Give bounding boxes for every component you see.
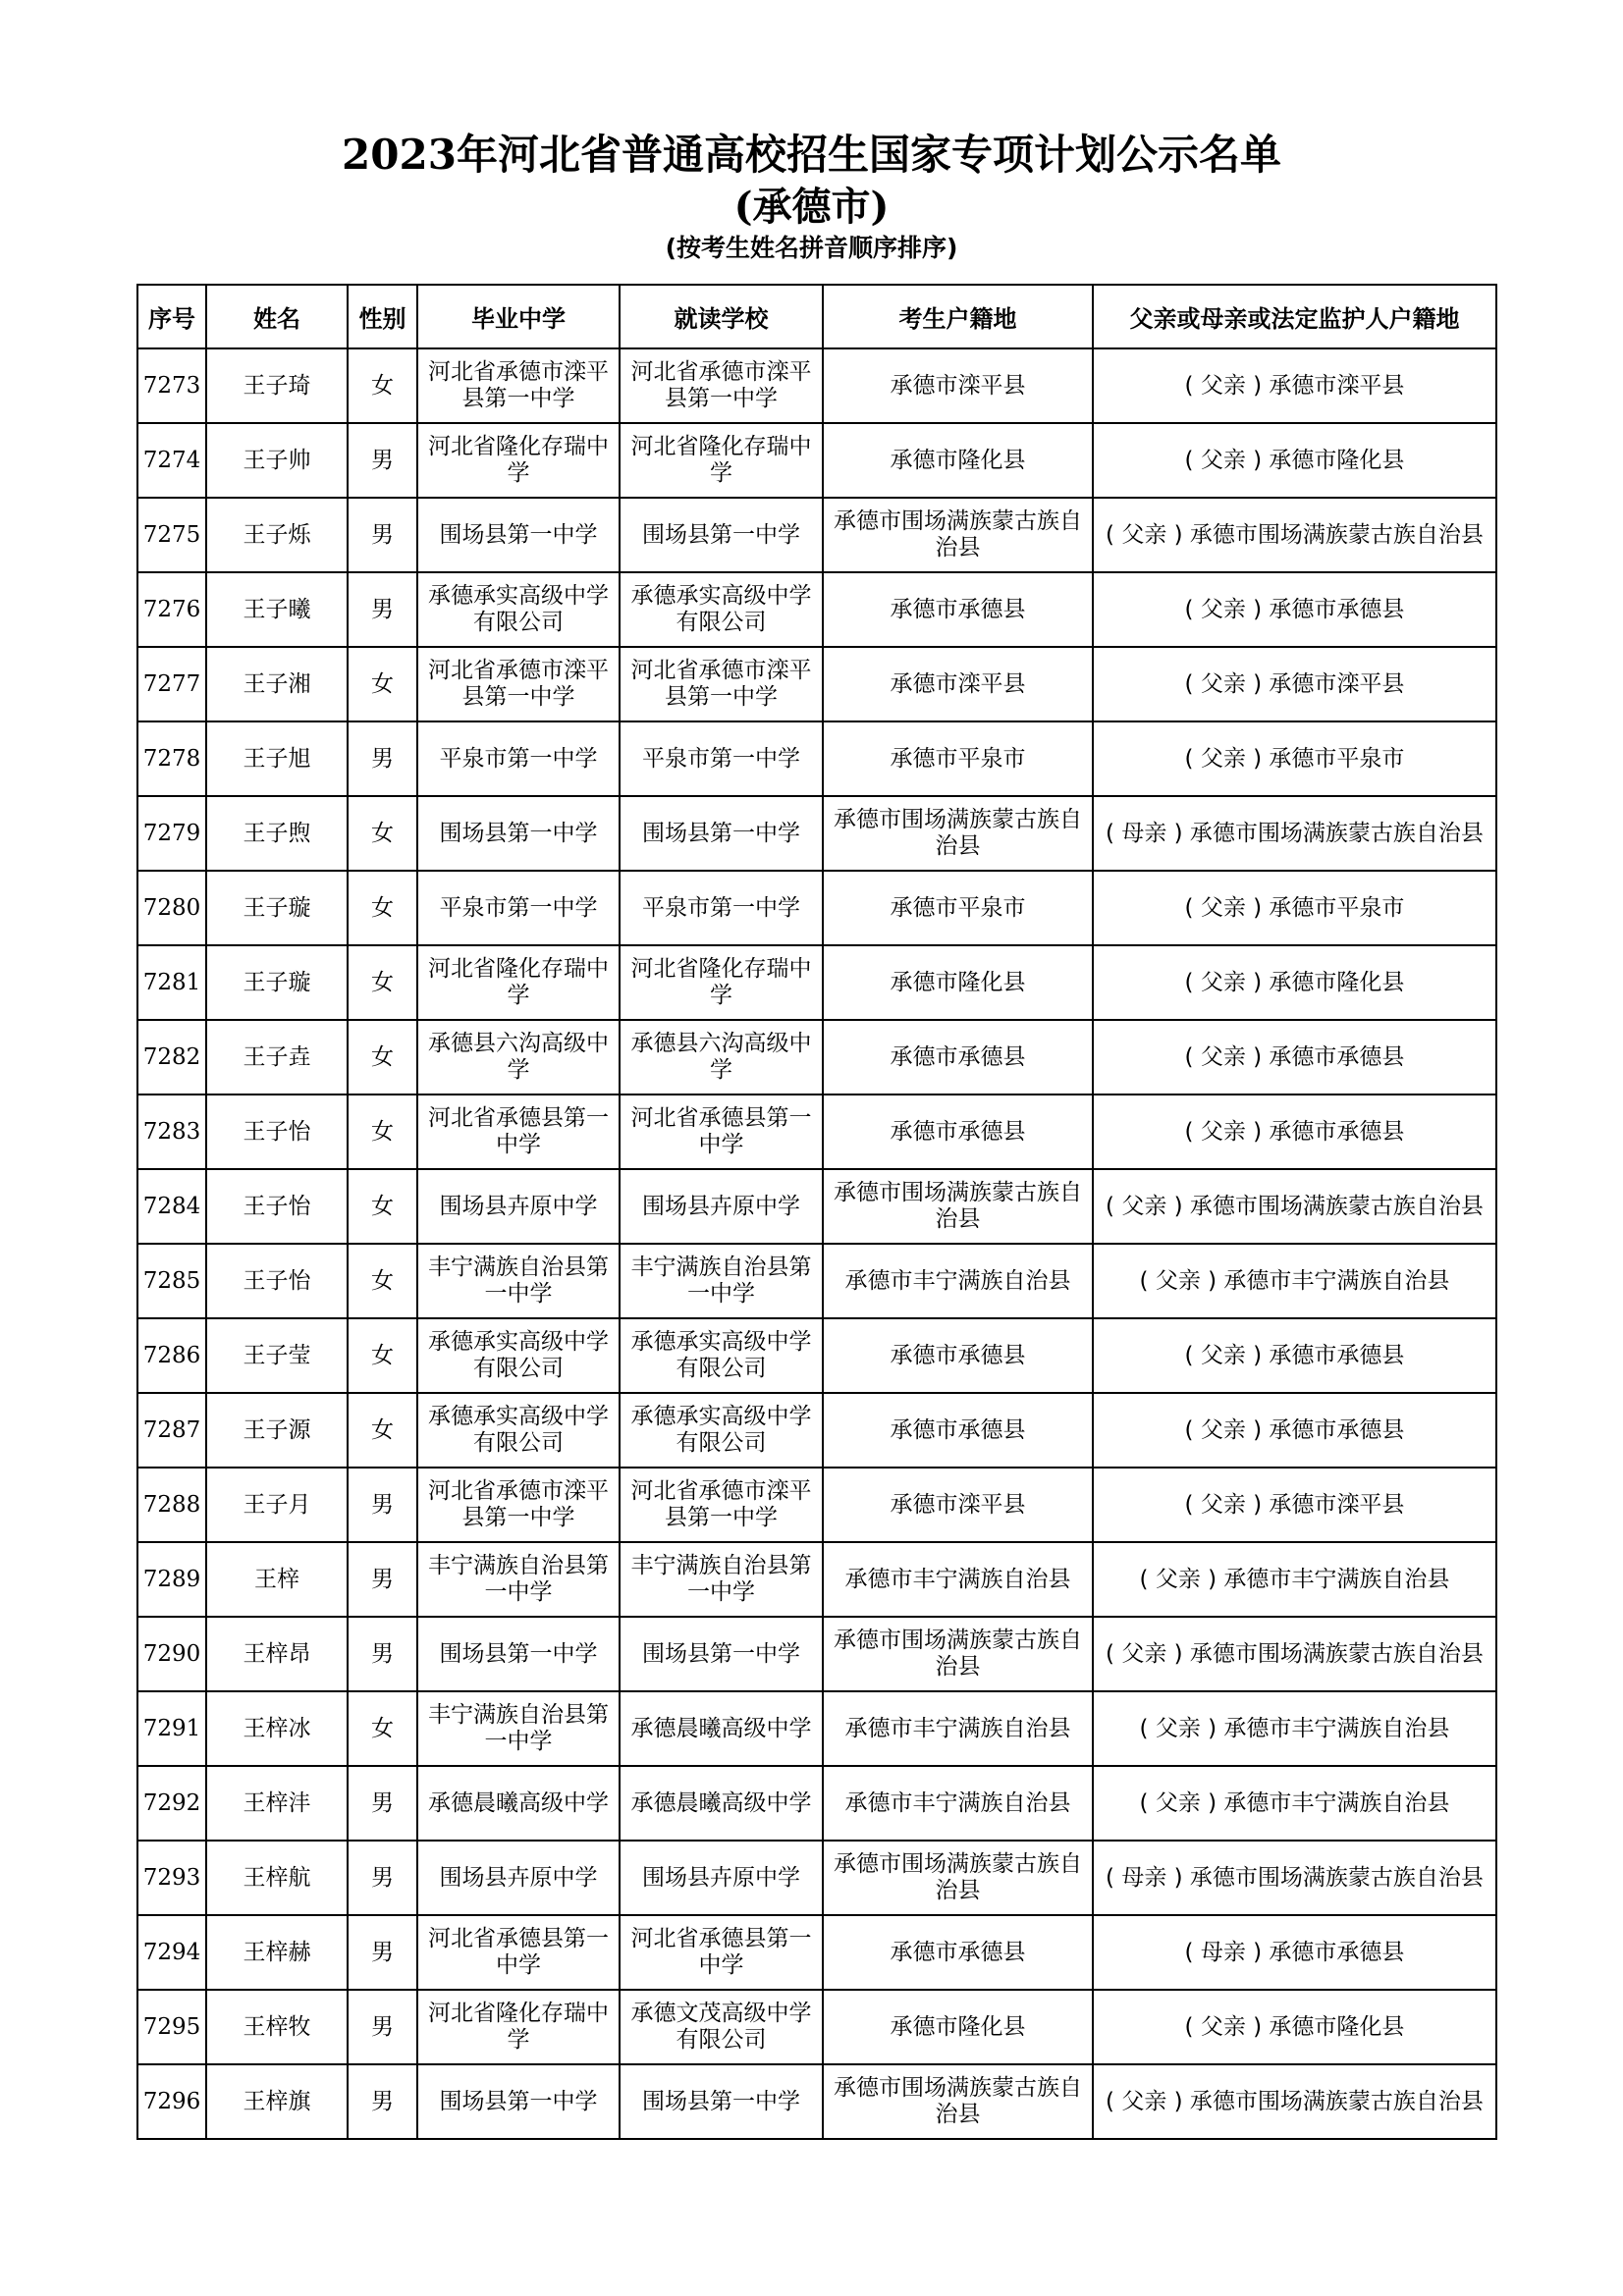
cell-name: 王子璇 (206, 871, 348, 945)
cell-name: 王子帅 (206, 423, 348, 498)
cell-guardian-hukou: ( 父亲 ) 承德市围场满族蒙古族自治县 (1093, 498, 1496, 572)
header-gender: 性别 (348, 285, 417, 348)
cell-student-hukou: 承德市丰宁满族自治县 (823, 1244, 1093, 1318)
cell-graduated-school: 河北省隆化存瑞中学 (417, 1990, 620, 2064)
cell-serial: 7294 (137, 1915, 206, 1990)
table-row (137, 423, 1496, 498)
cell-gender: 女 (348, 1691, 417, 1766)
cell-gender: 女 (348, 1169, 417, 1244)
table-row (137, 1990, 1496, 2064)
cell-name: 王子煦 (206, 796, 348, 871)
table-row (137, 1691, 1496, 1766)
cell-gender: 男 (348, 1766, 417, 1841)
cell-student-hukou: 承德市滦平县 (823, 1468, 1093, 1542)
table-row (137, 2064, 1496, 2139)
cell-graduated-school: 丰宁满族自治县第一中学 (417, 1542, 620, 1617)
cell-guardian-hukou: ( 父亲 ) 承德市滦平县 (1093, 348, 1496, 423)
cell-guardian-hukou: ( 父亲 ) 承德市滦平县 (1093, 1468, 1496, 1542)
cell-current-school: 围场县第一中学 (620, 498, 823, 572)
cell-gender: 女 (348, 1244, 417, 1318)
cell-current-school: 河北省承德市滦平县第一中学 (620, 348, 823, 423)
cell-guardian-hukou: ( 父亲 ) 承德市隆化县 (1093, 423, 1496, 498)
cell-graduated-school: 承德承实高级中学有限公司 (417, 1318, 620, 1393)
cell-student-hukou: 承德市滦平县 (823, 647, 1093, 721)
cell-student-hukou: 承德市围场满族蒙古族自治县 (823, 1617, 1093, 1691)
cell-gender: 女 (348, 796, 417, 871)
table-row (137, 721, 1496, 796)
table-row (137, 1095, 1496, 1169)
cell-student-hukou: 承德市平泉市 (823, 721, 1093, 796)
cell-guardian-hukou: ( 母亲 ) 承德市围场满族蒙古族自治县 (1093, 1841, 1496, 1915)
cell-name: 王子怡 (206, 1095, 348, 1169)
cell-gender: 男 (348, 2064, 417, 2139)
cell-name: 王子怡 (206, 1169, 348, 1244)
cell-current-school: 河北省承德县第一中学 (620, 1915, 823, 1990)
cell-graduated-school: 围场县卉原中学 (417, 1841, 620, 1915)
cell-graduated-school: 河北省承德市滦平县第一中学 (417, 1468, 620, 1542)
header-serial: 序号 (137, 285, 206, 348)
cell-name: 王梓赫 (206, 1915, 348, 1990)
cell-serial: 7286 (137, 1318, 206, 1393)
cell-name: 王子璇 (206, 945, 348, 1020)
header-guardian-hukou: 父亲或母亲或法定监护人户籍地 (1093, 285, 1496, 348)
cell-graduated-school: 丰宁满族自治县第一中学 (417, 1691, 620, 1766)
cell-serial: 7277 (137, 647, 206, 721)
table-row (137, 1617, 1496, 1691)
cell-current-school: 丰宁满族自治县第一中学 (620, 1244, 823, 1318)
cell-student-hukou: 承德市隆化县 (823, 1990, 1093, 2064)
table-row (137, 498, 1496, 572)
cell-student-hukou: 承德市丰宁满族自治县 (823, 1691, 1093, 1766)
cell-serial: 7281 (137, 945, 206, 1020)
cell-current-school: 河北省隆化存瑞中学 (620, 423, 823, 498)
table-row (137, 1766, 1496, 1841)
cell-student-hukou: 承德市丰宁满族自治县 (823, 1766, 1093, 1841)
cell-serial: 7278 (137, 721, 206, 796)
roster-table (136, 284, 1497, 2140)
table-row (137, 1393, 1496, 1468)
cell-graduated-school: 围场县第一中学 (417, 498, 620, 572)
cell-student-hukou: 承德市丰宁满族自治县 (823, 1542, 1093, 1617)
cell-name: 王子源 (206, 1393, 348, 1468)
cell-student-hukou: 承德市隆化县 (823, 945, 1093, 1020)
cell-name: 王子烁 (206, 498, 348, 572)
cell-current-school: 围场县第一中学 (620, 796, 823, 871)
cell-name: 王子垚 (206, 1020, 348, 1095)
cell-graduated-school: 河北省承德县第一中学 (417, 1915, 620, 1990)
cell-gender: 男 (348, 1542, 417, 1617)
table-row (137, 1318, 1496, 1393)
cell-graduated-school: 河北省承德市滦平县第一中学 (417, 348, 620, 423)
cell-name: 王子怡 (206, 1244, 348, 1318)
cell-current-school: 围场县卉原中学 (620, 1169, 823, 1244)
cell-gender: 男 (348, 721, 417, 796)
cell-student-hukou: 承德市承德县 (823, 1318, 1093, 1393)
cell-serial: 7275 (137, 498, 206, 572)
cell-current-school: 围场县第一中学 (620, 2064, 823, 2139)
cell-student-hukou: 承德市承德县 (823, 572, 1093, 647)
cell-gender: 男 (348, 1841, 417, 1915)
cell-serial: 7274 (137, 423, 206, 498)
header-name: 姓名 (206, 285, 348, 348)
table-row (137, 945, 1496, 1020)
cell-student-hukou: 承德市围场满族蒙古族自治县 (823, 1841, 1093, 1915)
cell-name: 王梓牧 (206, 1990, 348, 2064)
cell-name: 王子旭 (206, 721, 348, 796)
table-row (137, 572, 1496, 647)
cell-serial: 7287 (137, 1393, 206, 1468)
cell-student-hukou: 承德市隆化县 (823, 423, 1093, 498)
cell-name: 王梓 (206, 1542, 348, 1617)
cell-guardian-hukou: ( 父亲 ) 承德市围场满族蒙古族自治县 (1093, 1169, 1496, 1244)
cell-guardian-hukou: ( 父亲 ) 承德市丰宁满族自治县 (1093, 1691, 1496, 1766)
cell-gender: 女 (348, 647, 417, 721)
cell-current-school: 河北省承德县第一中学 (620, 1095, 823, 1169)
cell-guardian-hukou: ( 父亲 ) 承德市丰宁满族自治县 (1093, 1542, 1496, 1617)
cell-gender: 女 (348, 1020, 417, 1095)
header-current-school: 就读学校 (620, 285, 823, 348)
cell-serial: 7293 (137, 1841, 206, 1915)
cell-student-hukou: 承德市围场满族蒙古族自治县 (823, 2064, 1093, 2139)
cell-guardian-hukou: ( 父亲 ) 承德市围场满族蒙古族自治县 (1093, 2064, 1496, 2139)
cell-current-school: 平泉市第一中学 (620, 871, 823, 945)
cell-gender: 女 (348, 1393, 417, 1468)
cell-current-school: 承德承实高级中学有限公司 (620, 1393, 823, 1468)
cell-student-hukou: 承德市平泉市 (823, 871, 1093, 945)
cell-student-hukou: 承德市承德县 (823, 1095, 1093, 1169)
cell-serial: 7285 (137, 1244, 206, 1318)
table-row (137, 1020, 1496, 1095)
cell-graduated-school: 河北省承德市滦平县第一中学 (417, 647, 620, 721)
cell-student-hukou: 承德市承德县 (823, 1020, 1093, 1095)
cell-current-school: 承德晨曦高级中学 (620, 1766, 823, 1841)
table-row (137, 1468, 1496, 1542)
cell-gender: 女 (348, 1095, 417, 1169)
cell-guardian-hukou: ( 父亲 ) 承德市承德县 (1093, 1020, 1496, 1095)
cell-serial: 7282 (137, 1020, 206, 1095)
cell-name: 王梓沣 (206, 1766, 348, 1841)
cell-name: 王梓航 (206, 1841, 348, 1915)
cell-current-school: 承德承实高级中学有限公司 (620, 1318, 823, 1393)
table-row (137, 1542, 1496, 1617)
cell-gender: 男 (348, 1468, 417, 1542)
table-row (137, 796, 1496, 871)
cell-serial: 7290 (137, 1617, 206, 1691)
cell-serial: 7296 (137, 2064, 206, 2139)
document-title: 2023年河北省普通高校招生国家专项计划公示名单 (342, 131, 1281, 179)
cell-guardian-hukou: ( 父亲 ) 承德市滦平县 (1093, 647, 1496, 721)
cell-serial: 7292 (137, 1766, 206, 1841)
table-row (137, 871, 1496, 945)
cell-gender: 男 (348, 423, 417, 498)
cell-guardian-hukou: ( 父亲 ) 承德市平泉市 (1093, 721, 1496, 796)
header-graduated-school: 毕业中学 (417, 285, 620, 348)
cell-graduated-school: 平泉市第一中学 (417, 871, 620, 945)
cell-guardian-hukou: ( 父亲 ) 承德市围场满族蒙古族自治县 (1093, 1617, 1496, 1691)
cell-gender: 男 (348, 1990, 417, 2064)
cell-graduated-school: 承德县六沟高级中学 (417, 1020, 620, 1095)
cell-serial: 7295 (137, 1990, 206, 2064)
cell-graduated-school: 围场县第一中学 (417, 2064, 620, 2139)
table-row (137, 1915, 1496, 1990)
cell-graduated-school: 平泉市第一中学 (417, 721, 620, 796)
header-student-hukou: 考生户籍地 (823, 285, 1093, 348)
cell-student-hukou: 承德市围场满族蒙古族自治县 (823, 796, 1093, 871)
cell-gender: 女 (348, 1318, 417, 1393)
cell-serial: 7283 (137, 1095, 206, 1169)
cell-gender: 男 (348, 572, 417, 647)
cell-graduated-school: 河北省承德县第一中学 (417, 1095, 620, 1169)
cell-graduated-school: 河北省隆化存瑞中学 (417, 945, 620, 1020)
cell-current-school: 围场县第一中学 (620, 1617, 823, 1691)
cell-guardian-hukou: ( 父亲 ) 承德市承德县 (1093, 572, 1496, 647)
cell-current-school: 河北省承德市滦平县第一中学 (620, 647, 823, 721)
cell-student-hukou: 承德市承德县 (823, 1393, 1093, 1468)
cell-gender: 女 (348, 871, 417, 945)
cell-serial: 7273 (137, 348, 206, 423)
table-row (137, 1841, 1496, 1915)
table-row (137, 1244, 1496, 1318)
cell-graduated-school: 河北省隆化存瑞中学 (417, 423, 620, 498)
cell-current-school: 承德县六沟高级中学 (620, 1020, 823, 1095)
cell-current-school: 承德晨曦高级中学 (620, 1691, 823, 1766)
cell-serial: 7291 (137, 1691, 206, 1766)
cell-gender: 男 (348, 498, 417, 572)
cell-graduated-school: 围场县卉原中学 (417, 1169, 620, 1244)
cell-current-school: 承德承实高级中学有限公司 (620, 572, 823, 647)
cell-graduated-school: 承德晨曦高级中学 (417, 1766, 620, 1841)
cell-serial: 7289 (137, 1542, 206, 1617)
cell-gender: 男 (348, 1915, 417, 1990)
cell-current-school: 围场县卉原中学 (620, 1841, 823, 1915)
table-row (137, 348, 1496, 423)
cell-guardian-hukou: ( 父亲 ) 承德市平泉市 (1093, 871, 1496, 945)
cell-name: 王梓冰 (206, 1691, 348, 1766)
table-body (137, 348, 1496, 2139)
cell-serial: 7288 (137, 1468, 206, 1542)
cell-gender: 女 (348, 348, 417, 423)
cell-graduated-school: 承德承实高级中学有限公司 (417, 1393, 620, 1468)
cell-name: 王子月 (206, 1468, 348, 1542)
cell-graduated-school: 丰宁满族自治县第一中学 (417, 1244, 620, 1318)
cell-current-school: 河北省承德市滦平县第一中学 (620, 1468, 823, 1542)
cell-guardian-hukou: ( 父亲 ) 承德市承德县 (1093, 1318, 1496, 1393)
table-row (137, 647, 1496, 721)
cell-name: 王子曦 (206, 572, 348, 647)
sort-note: (按考生姓名拼音顺序排序) (665, 234, 958, 262)
cell-name: 王梓旗 (206, 2064, 348, 2139)
cell-guardian-hukou: ( 父亲 ) 承德市丰宁满族自治县 (1093, 1244, 1496, 1318)
cell-guardian-hukou: ( 父亲 ) 承德市隆化县 (1093, 945, 1496, 1020)
table-header-row (137, 285, 1496, 348)
cell-current-school: 丰宁满族自治县第一中学 (620, 1542, 823, 1617)
table-row (137, 1169, 1496, 1244)
cell-serial: 7284 (137, 1169, 206, 1244)
cell-student-hukou: 承德市承德县 (823, 1915, 1093, 1990)
cell-serial: 7279 (137, 796, 206, 871)
cell-serial: 7280 (137, 871, 206, 945)
cell-name: 王子湘 (206, 647, 348, 721)
cell-student-hukou: 承德市围场满族蒙古族自治县 (823, 498, 1093, 572)
cell-guardian-hukou: ( 母亲 ) 承德市承德县 (1093, 1915, 1496, 1990)
cell-name: 王梓昂 (206, 1617, 348, 1691)
cell-gender: 女 (348, 945, 417, 1020)
cell-current-school: 平泉市第一中学 (620, 721, 823, 796)
cell-graduated-school: 承德承实高级中学有限公司 (417, 572, 620, 647)
cell-guardian-hukou: ( 父亲 ) 承德市丰宁满族自治县 (1093, 1766, 1496, 1841)
cell-serial: 7276 (137, 572, 206, 647)
cell-guardian-hukou: ( 父亲 ) 承德市承德县 (1093, 1095, 1496, 1169)
cell-student-hukou: 承德市围场满族蒙古族自治县 (823, 1169, 1093, 1244)
cell-guardian-hukou: ( 父亲 ) 承德市隆化县 (1093, 1990, 1496, 2064)
cell-current-school: 承德文茂高级中学有限公司 (620, 1990, 823, 2064)
cell-name: 王子莹 (206, 1318, 348, 1393)
cell-guardian-hukou: ( 父亲 ) 承德市承德县 (1093, 1393, 1496, 1468)
cell-graduated-school: 围场县第一中学 (417, 796, 620, 871)
cell-current-school: 河北省隆化存瑞中学 (620, 945, 823, 1020)
cell-guardian-hukou: ( 母亲 ) 承德市围场满族蒙古族自治县 (1093, 796, 1496, 871)
document-subtitle: (承德市) (733, 184, 890, 230)
cell-graduated-school: 围场县第一中学 (417, 1617, 620, 1691)
cell-name: 王子琦 (206, 348, 348, 423)
cell-student-hukou: 承德市滦平县 (823, 348, 1093, 423)
cell-gender: 男 (348, 1617, 417, 1691)
